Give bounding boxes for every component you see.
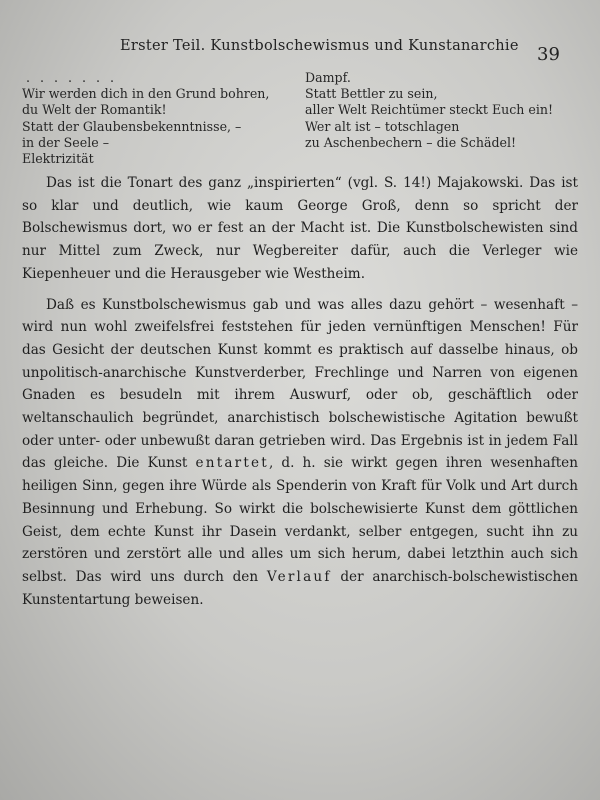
poem-line: Statt Bettler zu sein, (305, 86, 438, 102)
emphasis-verlauf: Verlauf (266, 568, 332, 585)
poem-line: Elektrizität (22, 151, 94, 167)
paragraph-2-part-3: der anarchisch-bolschewistischen Kunstentartung beweisen. (22, 568, 578, 608)
running-head: Erster Teil. Kunstbolschewismus und Kunstanarchie (120, 38, 519, 54)
poem-line: Statt der Glaubensbekenntnisse, – (22, 118, 242, 134)
poem-line: in der Seele – (22, 134, 109, 150)
paragraph-2 (22, 294, 578, 612)
poem-line: du Welt der Romantik! (22, 102, 167, 118)
emphasis-entartet: entartet (195, 455, 269, 472)
paragraph-1: Das ist die Tonart des ganz „inspirierten“ (vgl. S. 14!) Majakowski. Das ist so klar und deutlich, wie kaum George Groß, denn so spricht der Bolschewismus dort, wo er fest an der Macht ist. Die Kunstbolschewisten sind nur Mittel zum Zweck, nur Wegbereiter dafür, auch die Verleger wie Kiepenheuer und die Herausgeber wie Westheim. (22, 175, 578, 282)
body-text (22, 172, 578, 619)
paragraph-2-part-2: , d. h. sie wirkt gegen ihren wesenhaften heiligen Sinn, gegen ihre Würde als Spenderin von Kraft für Volk und Art durch Besinnung und Erhebung. So wirkt die bolschewisierte Kunst dem göttlichen Geist, dem echte Kunst ihr Dasein verdankt, selber entgegen, sucht ihn zu zerstören und zerstört alle und alles um sich herum, dabei letzthin auch sich selbst. Das wird uns durch den (22, 455, 578, 585)
poem-line: aller Welt Reichtümer steckt Euch ein! (305, 102, 554, 118)
poem-ellipsis: . . . . . . . (26, 70, 118, 85)
poem-line: Wer alt ist – totschlagen (305, 118, 460, 134)
page-number: 39 (537, 44, 560, 65)
poem-line: Dampf. (305, 70, 351, 85)
poem-left-column (22, 70, 297, 167)
paragraph-2-part-1: Daß es Kunstbolschewismus gab und was alles dazu gehört – wesenhaft – wird nun wohl zweifelsfrei feststehen für jeden vernünftigen Menschen! Für das Gesicht der deutschen Kunst kommt es praktisch auf dasselbe hinaus, ob unpolitisch-anarchische Kunstverderber, Frechlinge und Narren von eigenen Gnaden es besudeln mit ihrem Auswurf, oder ob, geschäftlich oder weltanschaulich begründet, anarchistisch bolschewistische Agitation bewußt oder unter- oder unbewußt daran getrieben wird. Das Ergebnis ist in jedem Fall das gleiche. Die Kunst (22, 296, 578, 472)
poem-line: Wir werden dich in den Grund bohren, (22, 86, 270, 102)
poem-right-column (305, 70, 590, 151)
poem-line: zu Aschenbechern – die Schädel! (305, 134, 517, 150)
